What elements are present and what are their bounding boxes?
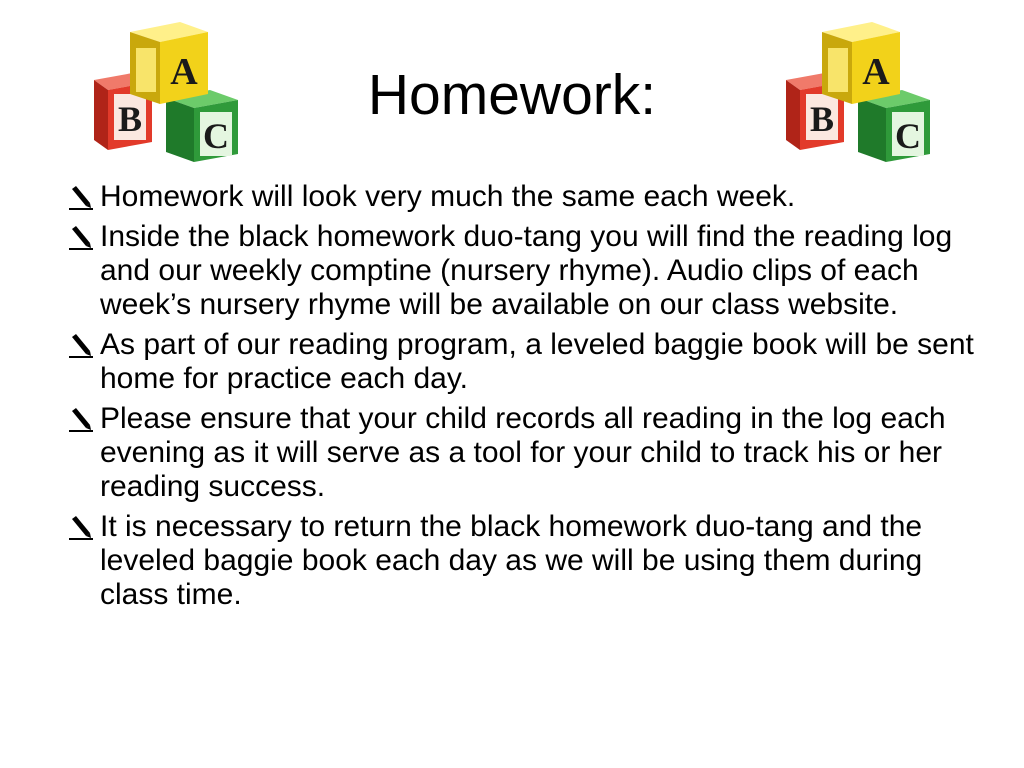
bullet-text: Inside the black homework duo-tang you will find the reading log and our weekly comptine (nursery rhyme). Audio clips of each week’s nursery rhyme will be available on our class website. — [100, 220, 953, 321]
block-a-letter: A — [862, 51, 890, 93]
page-title: Homework: — [367, 63, 657, 127]
pencil-icon — [66, 333, 94, 359]
block-a — [822, 22, 900, 104]
list-item — [62, 328, 982, 396]
bullet-text: It is necessary to return the black homework duo-tang and the leveled baggie book each day as we will be using them during class time. — [100, 510, 923, 611]
bullet-text: Homework will look very much the same each week. — [100, 180, 796, 213]
abc-blocks-icon — [782, 18, 934, 163]
list-item — [62, 180, 982, 214]
block-c-letter: C — [203, 116, 229, 156]
pencil-icon — [66, 407, 94, 433]
list-item — [62, 220, 982, 322]
list-item — [62, 510, 982, 612]
block-a-letter: A — [170, 51, 198, 93]
block-b-letter: B — [809, 99, 835, 139]
bullet-list — [62, 180, 982, 618]
pencil-icon — [66, 225, 94, 251]
pencil-icon — [66, 515, 94, 541]
list-item — [62, 402, 982, 504]
pencil-icon — [66, 185, 94, 211]
bullet-text: Please ensure that your child records all reading in the log each evening as it will serve as a tool for your child to track his or her reading success. — [100, 402, 946, 503]
block-c — [858, 90, 930, 162]
block-b-letter: B — [117, 99, 143, 139]
block-c-letter: C — [895, 116, 921, 156]
bullet-text: As part of our reading program, a leveled baggie book will be sent home for practice each day. — [100, 328, 974, 395]
